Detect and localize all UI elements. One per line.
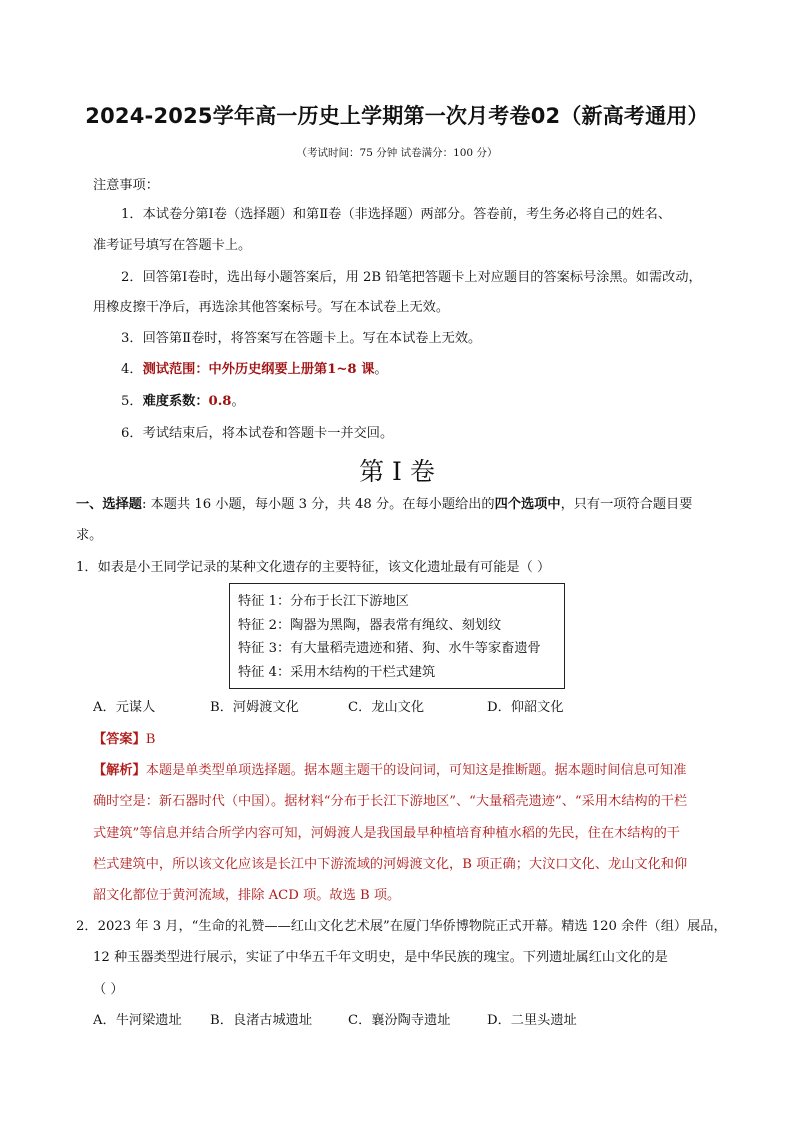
notice-item-4 [121, 362, 388, 378]
question-1-analysis-line-5: 韶文化都位于黄河流域，排除 ACD 项。故选 B 项。 [93, 888, 401, 903]
question-1-analysis-line-4: 栏式建筑中，所以该文化应该是长江中下游流域的河姆渡文化，B 项正确；大汶口文化、龙山文化和仰 [93, 857, 688, 872]
notice-item-6: 6．考试结束后，将本试卷和答题卡一并交回。 [121, 426, 394, 441]
part1-instructions-line-2: 求。 [76, 528, 103, 543]
notice-item-2-line-1: 2．回答第Ⅰ卷时，选出每小题答案后，用 2B 铅笔把答题卡上对应题目的答案标号涂黑。如需改动， [121, 270, 702, 285]
notice-item-3: 3．回答第Ⅱ卷时，将答案写在答题卡上。写在本试卷上无效。 [121, 331, 482, 346]
notice-heading: 注意事项： [93, 178, 159, 193]
feature-row: 特征 3：有大量稻壳遗迹和猪、狗、水牛等家畜遗骨 [238, 641, 541, 656]
question-2-stem-line-1: 2．2023 年 3 月，“生命的礼赞——红山文化艺术展”在厦门华侨博物院正式开幕。精选 120 余件（组）展品， [76, 919, 727, 934]
part1-label: 一、选择题 [76, 497, 142, 512]
question-1-stem: 1．如表是小王同学记录的某种文化遗存的主要特征，该文化遗址最有可能是（ ） [76, 560, 551, 575]
question-1-option-d: D．仰韶文化 [487, 700, 564, 715]
question-1-option-a: A．元谋人 [93, 700, 156, 715]
part1-text-a: : 本题共 16 小题，每小题 3 分，共 48 分。在每小题给出的 [141, 497, 495, 512]
answer-label: 【答案】 [93, 732, 146, 747]
part1-emphasis: 四个选项中 [494, 497, 561, 512]
notice-item-5 [121, 394, 245, 410]
notice-item-5-prefix: 5． [121, 394, 143, 409]
question-1-analysis-line-1 [93, 763, 686, 779]
notice-item-1-line-2: 准考证号填写在答题卡上。 [93, 238, 252, 253]
question-1-analysis-line-2: 确时空是：新石器时代（中国）。据材料“分布于长江下游地区”、“大量稻壳遗迹”、“采用木结构的干栏 [93, 794, 688, 809]
part1-text-b: ，只有一项符合题目要 [560, 497, 693, 512]
notice-item-1-line-1: 1．本试卷分第Ⅰ卷（选择题）和第Ⅱ卷（非选择题）两部分。答卷前，考生务必将自己的姓名、 [121, 207, 672, 222]
question-2-stem-line-3: （ ） [93, 982, 124, 997]
test-scope: 测试范围：中外历史纲要上册第1~8 课 [142, 362, 375, 377]
question-1-option-c: C．龙山文化 [348, 700, 425, 715]
notice-item-4-prefix: 4． [121, 362, 143, 377]
notice-item-4-suffix: 。 [374, 362, 388, 377]
question-2-option-c: C．襄汾陶寺遗址 [348, 1013, 451, 1028]
question-2-option-a: A．牛河梁遗址 [93, 1013, 182, 1028]
exam-title: 2024-2025学年高一历史上学期第一次月考卷02（新高考通用） [85, 104, 709, 128]
question-2-stem-line-2: 12 种玉器类型进行展示，实证了中华五千年文明史，是中华民族的瑰宝。下列遗址属红山文化的是 [93, 950, 668, 965]
notice-item-2-line-2: 用橡皮擦干净后，再选涂其他答案标号。写在本试卷上无效。 [93, 300, 450, 315]
question-1-option-b: B．河姆渡文化 [210, 700, 299, 715]
answer-value: B [145, 732, 156, 747]
question-2-option-b: B．良渚古城遗址 [210, 1013, 313, 1028]
section-title: 第 I 卷 [359, 457, 435, 486]
question-1-feature-table [229, 583, 565, 689]
question-2-option-d: D．二里头遗址 [487, 1013, 577, 1028]
question-1-analysis-line-3: 式建筑”等信息并结合所学内容可知，河姆渡人是我国最早种植培育种植水稻的先民，住在木结构的干 [93, 826, 680, 841]
feature-row: 特征 2：陶器为黑陶，器表常有绳纹、刻划纹 [238, 617, 502, 633]
notice-item-5-suffix: 。 [231, 394, 245, 409]
exam-subtitle: （考试时间：75 分钟 试卷满分：100 分） [296, 147, 498, 159]
question-1-answer [93, 732, 155, 748]
analysis-label: 【解析】 [93, 763, 146, 778]
difficulty-value: 0.8 [208, 394, 232, 409]
part1-instructions [76, 497, 692, 513]
analysis-text: 本题是单类型单项选择题。据本题主题干的设问词，可知这是推断题。据本题时间信息可知准 [145, 763, 687, 778]
feature-row: 特征 1：分布于长江下游地区 [238, 594, 409, 609]
feature-row: 特征 4：采用木结构的干栏式建筑 [238, 664, 436, 680]
difficulty-label: 难度系数： [142, 394, 209, 409]
